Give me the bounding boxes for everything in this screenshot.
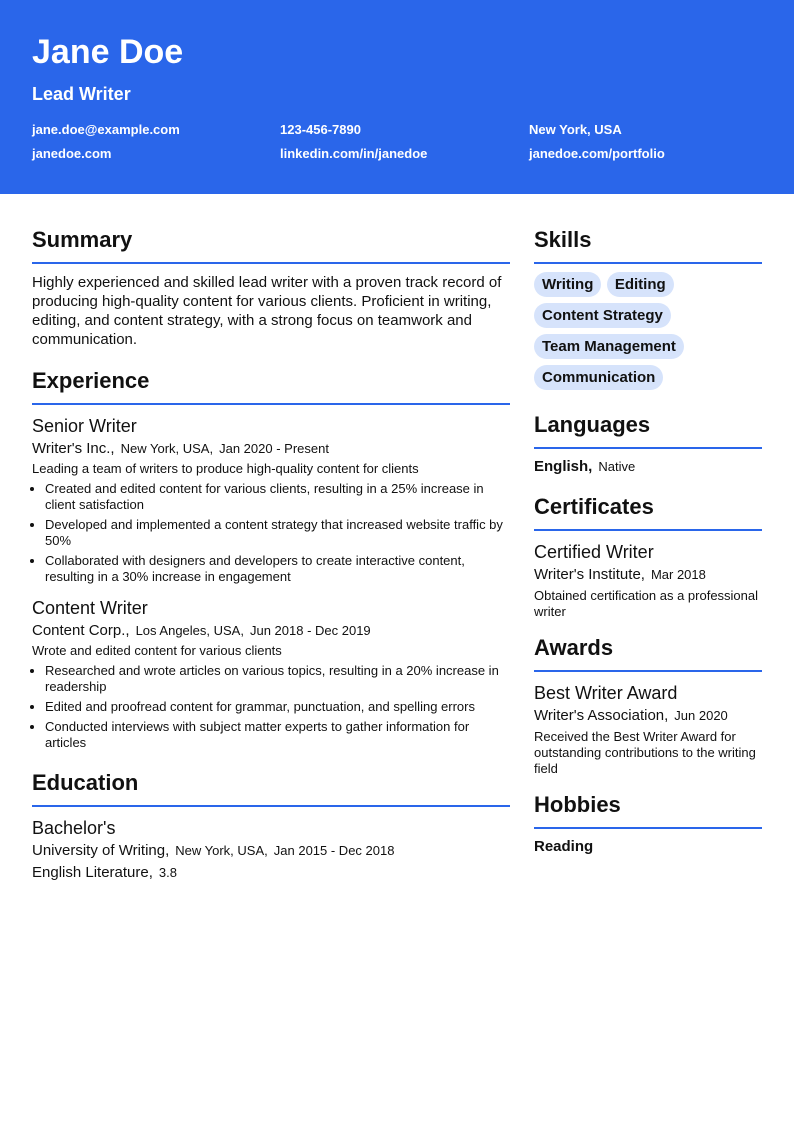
contact-location: New York, USA bbox=[529, 122, 622, 137]
skills-section bbox=[534, 226, 762, 396]
experience-entry bbox=[32, 415, 510, 585]
job-dates: Jun 2018 - Dec 2019 bbox=[249, 623, 371, 638]
job-dates: Jan 2020 - Present bbox=[219, 441, 329, 456]
education-field-meta bbox=[32, 863, 510, 883]
education-gpa: 3.8 bbox=[158, 865, 177, 880]
award-meta bbox=[534, 706, 762, 726]
job-bullets bbox=[32, 663, 510, 751]
awards-heading: Awards bbox=[534, 634, 762, 672]
skill-chip: Content Strategy bbox=[534, 303, 671, 328]
candidate-name: Jane Doe bbox=[32, 33, 184, 71]
job-location: New York, USA, bbox=[120, 441, 214, 456]
education-field: English Literature, bbox=[32, 864, 153, 881]
award-title: Best Writer Award bbox=[534, 683, 678, 703]
experience-section bbox=[32, 367, 510, 751]
job-company: Content Corp., bbox=[32, 622, 130, 639]
education-heading: Education bbox=[32, 769, 510, 807]
bullet-item: • Developed and implemented a content strategy that increased website traffic by 50% bbox=[45, 517, 510, 549]
award-description: Received the Best Writer Award for outstanding contributions to the writing field bbox=[534, 729, 756, 776]
hobbies-heading: Hobbies bbox=[534, 791, 762, 829]
certificate-title: Certified Writer bbox=[534, 542, 654, 562]
job-meta bbox=[32, 621, 510, 641]
candidate-title: Lead Writer bbox=[32, 84, 131, 104]
experience-heading: Experience bbox=[32, 367, 510, 405]
certificate-meta bbox=[534, 565, 762, 585]
bullet-item: • Edited and proofread content for grammar, punctuation, and spelling errors bbox=[45, 699, 510, 715]
languages-section bbox=[534, 411, 762, 477]
certificate-date: Mar 2018 bbox=[650, 567, 706, 582]
bullet-item: • Collaborated with designers and developers to create interactive content, resulting in a 30% increase in engagement bbox=[45, 553, 510, 585]
summary-heading: Summary bbox=[32, 226, 510, 264]
award-issuer: Writer's Association, bbox=[534, 707, 669, 724]
hobby-item: Reading bbox=[534, 838, 594, 855]
bullet-item: • Researched and wrote articles on various topics, resulting in a 20% increase in readership bbox=[45, 663, 510, 695]
summary-text: Highly experienced and skilled lead writer with a proven track record of producing high-quality content for various clients. Proficient in writing, editing, and content strategy, with a strong focus on teamwork and communication. bbox=[32, 274, 502, 348]
job-description: Leading a team of writers to produce high-quality content for clients bbox=[32, 461, 419, 476]
side-column bbox=[534, 226, 762, 857]
certificate-description: Obtained certification as a professional writer bbox=[534, 588, 759, 619]
skills-list bbox=[534, 272, 762, 396]
education-location: New York, USA, bbox=[175, 843, 268, 858]
skill-chip: Team Management bbox=[534, 334, 684, 359]
contact-linkedin[interactable]: linkedin.com/in/janedoe bbox=[280, 146, 428, 161]
main-column bbox=[32, 226, 510, 883]
awards-section bbox=[534, 634, 762, 777]
languages-heading: Languages bbox=[534, 411, 762, 449]
skill-chip: Editing bbox=[607, 272, 674, 297]
job-location: Los Angeles, USA, bbox=[135, 623, 244, 638]
contact-phone: 123-456-7890 bbox=[280, 122, 361, 137]
award-date: Jun 2020 bbox=[674, 708, 728, 723]
skills-heading: Skills bbox=[534, 226, 762, 264]
education-school: University of Writing, bbox=[32, 842, 170, 859]
education-degree: Bachelor's bbox=[32, 818, 116, 838]
job-role: Senior Writer bbox=[32, 416, 137, 436]
summary-section bbox=[32, 226, 510, 349]
contact-email[interactable]: jane.doe@example.com bbox=[32, 122, 180, 137]
job-description: Wrote and edited content for various clients bbox=[32, 643, 282, 658]
education-meta bbox=[32, 841, 510, 861]
language-entry bbox=[534, 457, 762, 477]
contact-portfolio[interactable]: janedoe.com/portfolio bbox=[529, 146, 665, 161]
certificates-section bbox=[534, 493, 762, 620]
bullet-item: • Conducted interviews with subject matter experts to gather information for articles bbox=[45, 719, 510, 751]
job-role: Content Writer bbox=[32, 598, 148, 618]
language-level: Native bbox=[598, 459, 636, 474]
bullet-item: • Created and edited content for various clients, resulting in a 25% increase in client satisfaction bbox=[45, 481, 510, 513]
job-bullets bbox=[32, 481, 510, 585]
certificate-issuer: Writer's Institute, bbox=[534, 566, 645, 583]
education-section bbox=[32, 769, 510, 883]
resume-header bbox=[0, 0, 794, 194]
education-dates: Jan 2015 - Dec 2018 bbox=[273, 843, 395, 858]
hobbies-section bbox=[534, 791, 762, 857]
experience-entry bbox=[32, 597, 510, 751]
job-meta bbox=[32, 439, 510, 459]
certificates-heading: Certificates bbox=[534, 493, 762, 531]
skill-chip: Communication bbox=[534, 365, 663, 390]
language-name: English, bbox=[534, 458, 593, 475]
job-company: Writer's Inc., bbox=[32, 440, 115, 457]
skill-chip: Writing bbox=[534, 272, 601, 297]
contact-website[interactable]: janedoe.com bbox=[32, 146, 112, 161]
